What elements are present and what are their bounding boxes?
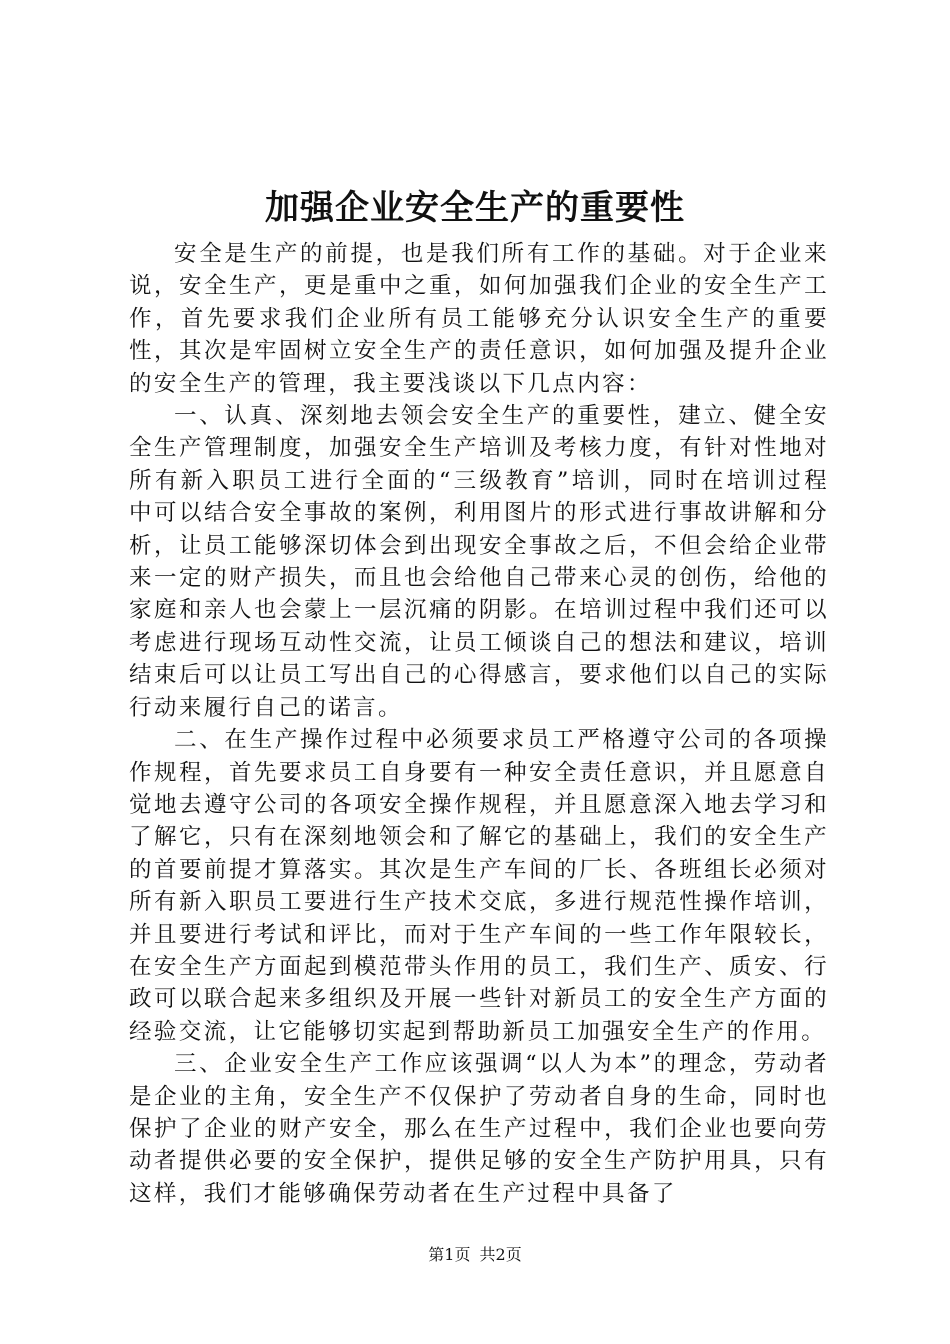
paragraph-section-1: 一、认真、深刻地去领会安全生产的重要性，建立、健全安全生产管理制度，加强安全生产培训及考核力度，有针对性地对所有新入职员工进行全面的“三级教育”培训，同时在培训过程中可以结合安全事故的案例，利用图片的形式进行事故讲解和分析，让员工能够深切体会到出现安全事故之后，不但会给企业带来一定的财产损失，而且也会给他自己带来心灵的创伤，给他的家庭和亲人也会蒙上一层沉痛的阴影。在培训过程中我们还可以考虑进行现场互动性交流，让员工倾谈自己的想法和建议，培训结束后可以让员工写出自己的心得感言，要求他们以自己的实际行动来履行自己的诺言。 xyxy=(129,403,829,721)
paragraph-intro: 安全是生产的前提，也是我们所有工作的基础。对于企业来说，安全生产，更是重中之重，如何加强我们企业的安全生产工作，首先要求我们企业所有员工能够充分认识安全生产的重要性，其次是牢固树立安全生产的责任意识，如何加强及提升企业的安全生产的管理，我主要浅谈以下几点内容： xyxy=(129,241,829,397)
document-body xyxy=(129,238,829,1210)
paragraph-section-3: 三、企业安全生产工作应该强调“以人为本”的理念，劳动者是企业的主角，安全生产不仅保护了劳动者自身的生命，同时也保护了企业的财产安全，那么在生产过程中，我们企业也要向劳动者提供必要的安全保护，提供足够的安全生产防护用具，只有这样，我们才能够确保劳动者在生产过程中具备了 xyxy=(129,1051,829,1207)
page-number: 第1页 xyxy=(428,1245,471,1264)
page-footer xyxy=(0,1244,950,1266)
page-total: 共2页 xyxy=(479,1245,522,1264)
document-title: 加强企业安全生产的重要性 xyxy=(265,188,685,228)
paragraph-section-2: 二、在生产操作过程中必须要求员工严格遵守公司的各项操作规程，首先要求员工自身要有一种安全责任意识，并且愿意自觉地去遵守公司的各项安全操作规程，并且愿意深入地去学习和了解它，只有在深刻地领会和了解它的基础上，我们的安全生产的首要前提才算落实。其次是生产车间的厂长、各班组长必须对所有新入职员工要进行生产技术交底，多进行规范性操作培训，并且要进行考试和评比，而对于生产车间的一些工作年限较长，在安全生产方面起到模范带头作用的员工，我们生产、质安、行政可以联合起来多组织及开展一些针对新员工的安全生产方面的经验交流，让它能够切实起到帮助新员工加强安全生产的作用。 xyxy=(129,727,829,1045)
